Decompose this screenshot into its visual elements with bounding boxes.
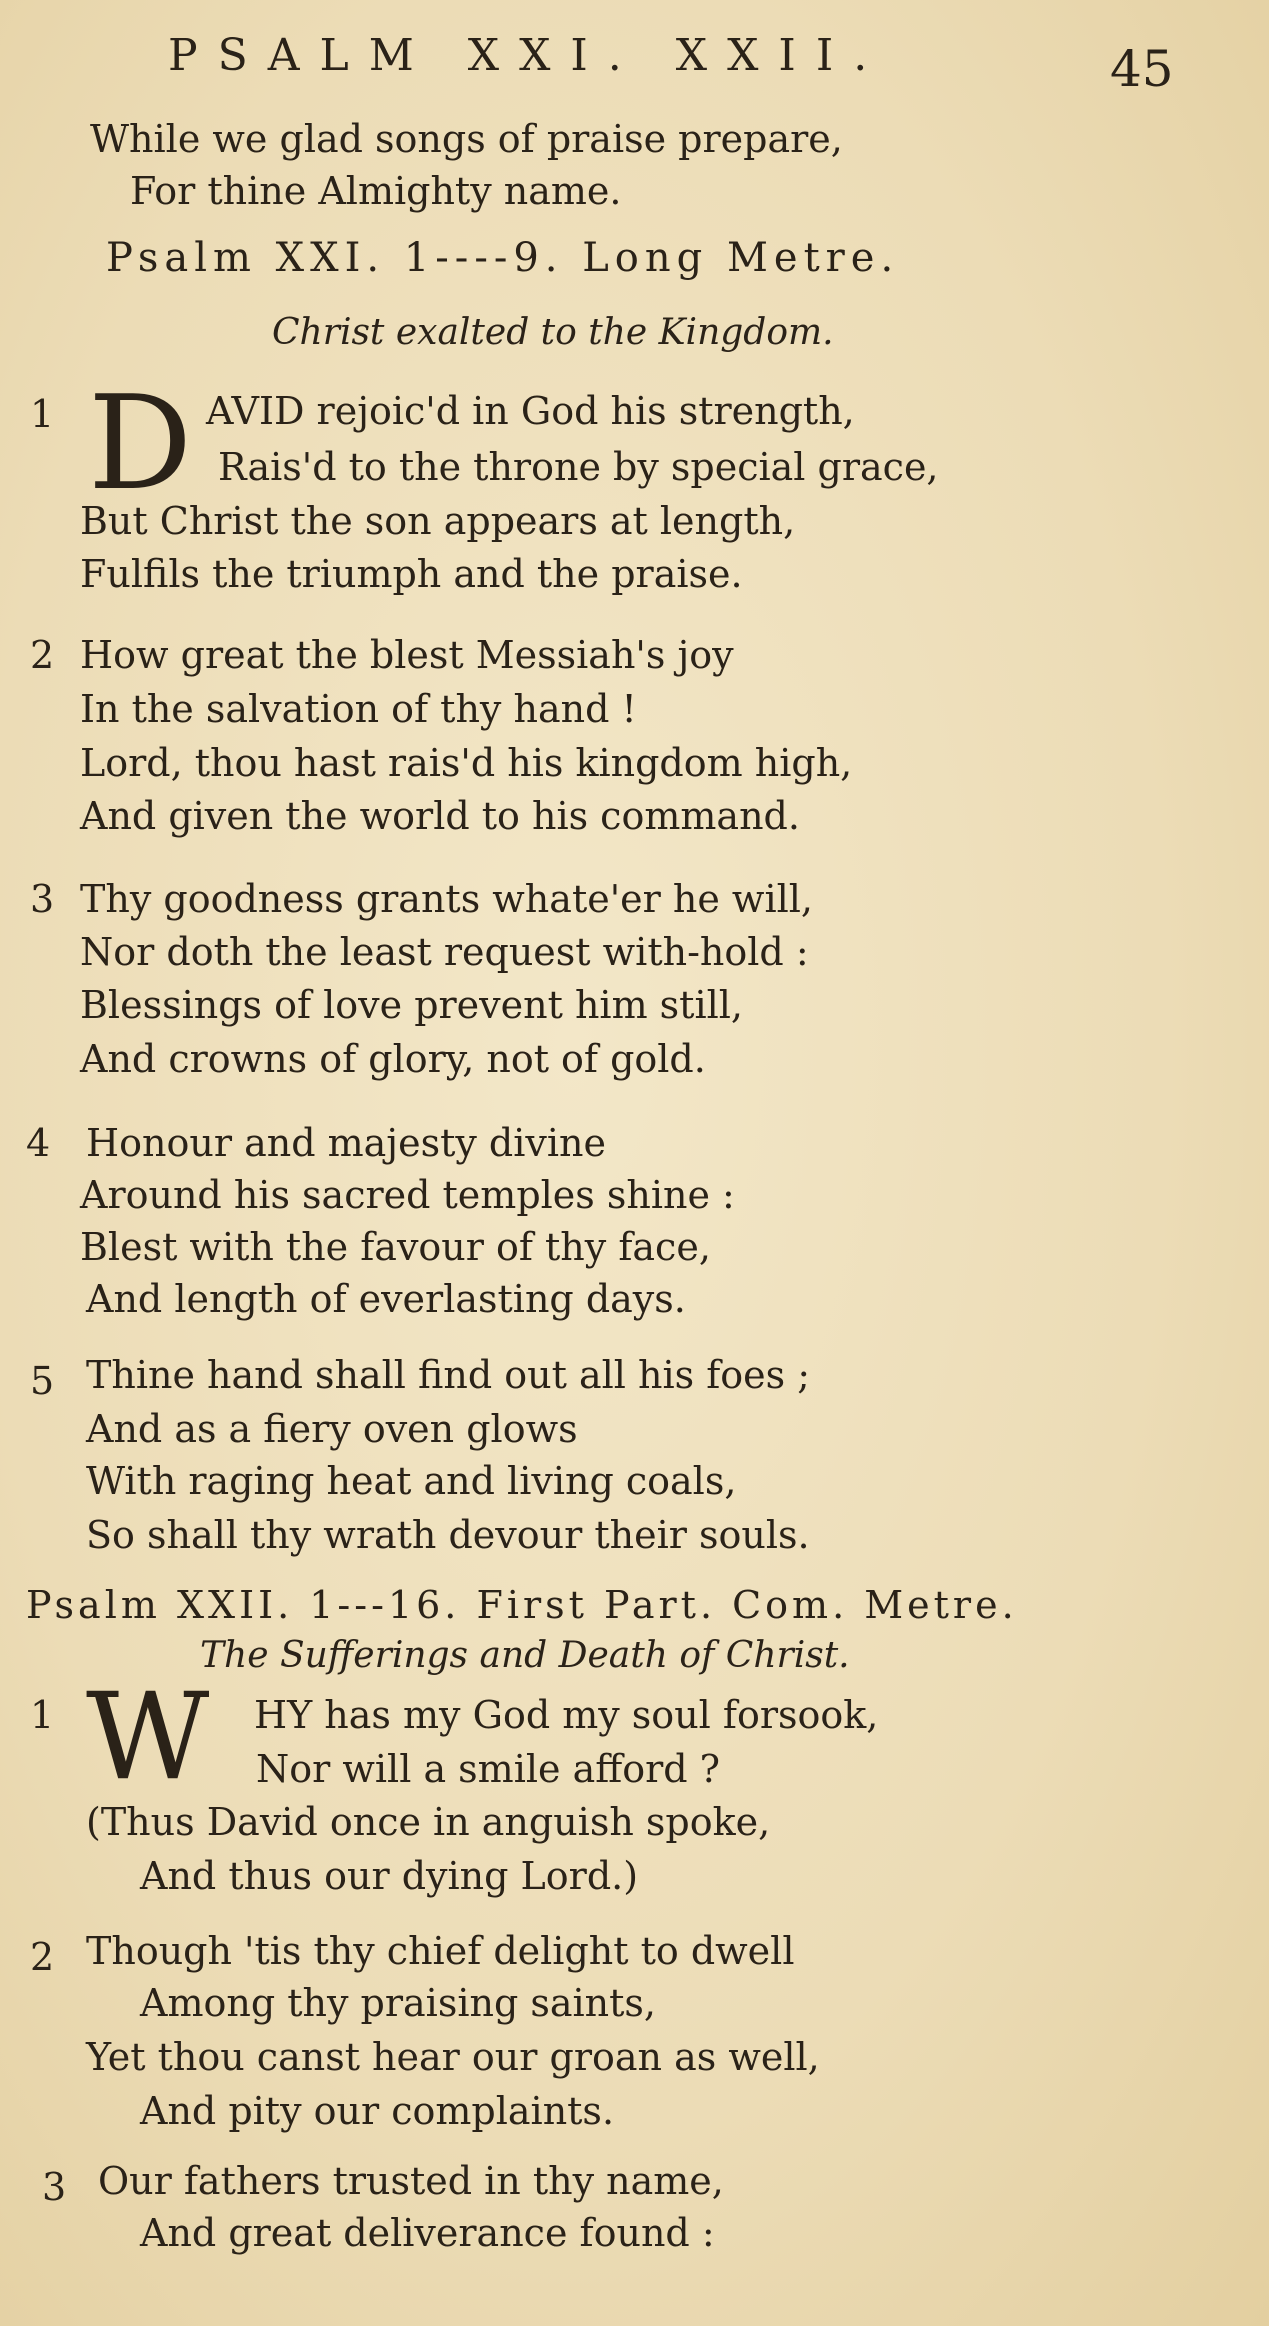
verse-number: 3 [42,2165,67,2209]
verse-line: Though 'tis thy chief delight to dwell [86,1929,795,1973]
verse-line: Thine hand shall find out all his foes ; [86,1353,811,1397]
verse-line: Our fathers trusted in thy name, [98,2159,724,2203]
verse-line: Thy goodness grants whate'er he will, [80,877,813,921]
verse-line: And great deliverance found : [140,2211,715,2255]
verse-line: Nor will a smile afford ? [256,1747,721,1791]
verse-line: And crowns of glory, not of gold. [80,1037,706,1081]
verse-number: 4 [26,1121,51,1165]
verse-number: 1 [30,392,55,436]
verse-line: Yet thou canst hear our groan as well, [86,2035,820,2079]
verse-line: (Thus David once in anguish spoke, [86,1800,771,1844]
running-header: PSALM XXI. XXII. [168,30,888,81]
verse-line: And length of everlasting days. [86,1277,686,1321]
verse-line: How great the blest Messiah's joy [80,633,734,677]
verse-line: Nor doth the least request with-hold : [80,930,809,974]
verse-line: And thus our dying Lord.) [140,1854,639,1898]
verse-line: Blessings of love prevent him still, [80,983,743,1027]
verse-line: AVID rejoic'd in God his strength, [206,389,855,433]
verse-line: With raging heat and living coals, [86,1459,737,1503]
verse-line: Fulfils the triumph and the praise. [80,552,743,596]
verse-line: And as a fiery oven glows [86,1407,578,1451]
page-number: 45 [1110,40,1174,98]
verse-line: And given the world to his command. [80,794,800,838]
verse-line: But Christ the son appears at length, [80,499,796,543]
verse-line: In the salvation of thy hand ! [80,687,637,731]
psalm-21-heading: Psalm XXI. 1----9. Long Metre. [106,235,900,281]
verse-number: 3 [30,877,55,921]
psalm-21-subtitle: Christ exalted to the Kingdom. [272,312,834,353]
drop-cap: D [88,367,193,519]
psalm-22-heading: Psalm XXII. 1---16. First Part. Com. Metre. [26,1583,1018,1627]
verse-line: Honour and majesty divine [86,1121,606,1165]
verse-line: Around his sacred temples shine : [80,1173,735,1217]
verse-number: 2 [30,633,55,677]
verse-line: So shall thy wrath devour their souls. [86,1513,810,1557]
verse-line: Among thy praising saints, [140,1981,656,2025]
psalm-22-subtitle: The Sufferings and Death of Christ. [200,1635,850,1676]
intro-line-1: While we glad songs of praise prepare, [90,117,843,161]
verse-number: 2 [30,1935,55,1979]
verse-line: Blest with the favour of thy face, [80,1225,711,1269]
verse-number: 5 [30,1359,55,1403]
verse-number: 1 [30,1693,55,1737]
verse-line: Rais'd to the throne by special grace, [218,445,939,489]
drop-cap: W [86,1668,210,1807]
verse-line: HY has my God my soul forsook, [254,1693,879,1737]
verse-line: Lord, thou hast rais'd his kingdom high, [80,741,853,785]
verse-line: And pity our complaints. [140,2089,615,2133]
intro-line-2: For thine Almighty name. [130,169,622,213]
